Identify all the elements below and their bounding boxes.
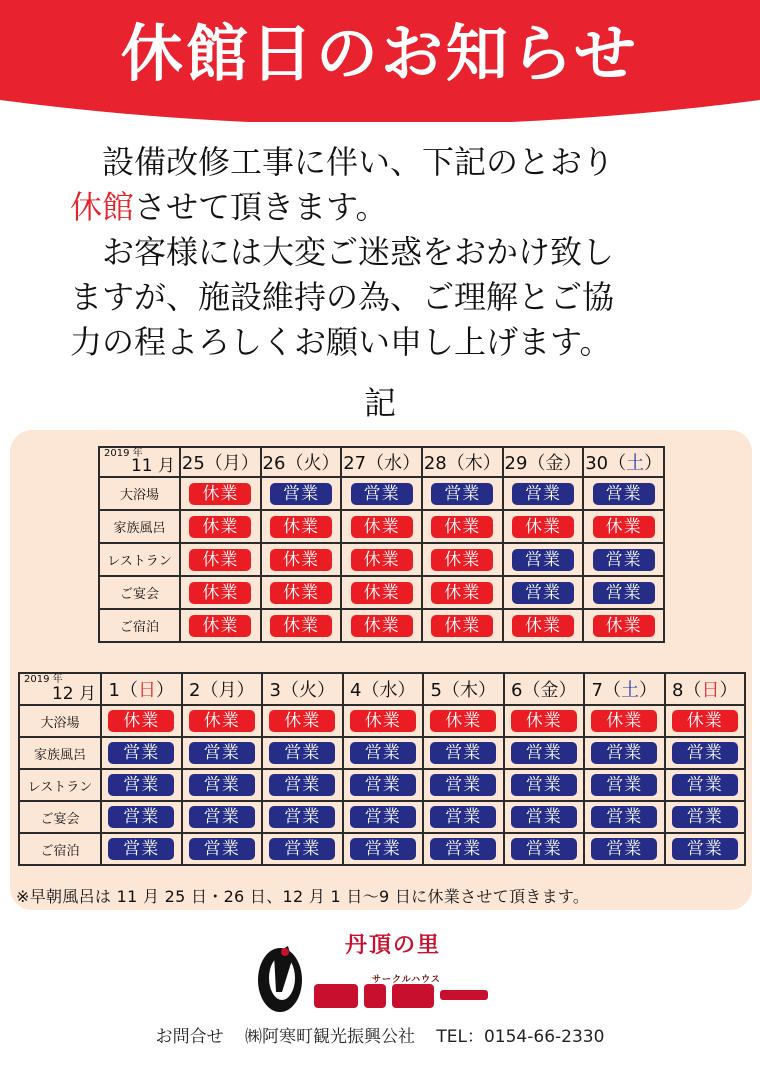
notice-line-5: 力の程よろしくお願い申し上げます。	[70, 323, 612, 361]
closed-badge: 休業	[189, 483, 251, 505]
closed-badge: 休業	[431, 516, 493, 538]
closed-badge: 休業	[189, 615, 251, 637]
status-cell	[423, 801, 504, 833]
open-badge: 営業	[269, 742, 335, 764]
status-cell	[422, 510, 503, 543]
status-cell	[341, 576, 422, 609]
open-badge: 営業	[351, 483, 413, 505]
day-number: 28	[423, 453, 447, 474]
status-cell	[101, 801, 182, 833]
day-number: 30	[585, 453, 609, 474]
status-cell	[422, 543, 503, 576]
facility-row	[99, 609, 664, 642]
status-cell	[343, 833, 424, 865]
closed-badge: 休業	[512, 516, 574, 538]
closed-badge: 休業	[351, 549, 413, 571]
open-badge: 営業	[511, 742, 577, 764]
day-number: 26	[262, 453, 286, 474]
notice-line-4: ますが、施設維持の為、ご理解とご協	[70, 278, 615, 316]
month-cell	[19, 673, 101, 705]
page-title: 休館日のお知らせ	[120, 17, 640, 90]
facility-label: 大浴場	[19, 705, 101, 737]
day-header: 28（木）	[422, 447, 503, 477]
closed-badge: 休業	[431, 549, 493, 571]
day-header: 25（月）	[180, 447, 261, 477]
day-number: 5	[430, 680, 442, 701]
status-cell	[422, 477, 503, 510]
closed-badge: 休業	[189, 516, 251, 538]
status-cell	[261, 543, 342, 576]
status-cell	[261, 609, 342, 642]
closed-badge: 休業	[270, 615, 332, 637]
day-number: 4	[350, 680, 362, 701]
status-cell	[262, 801, 343, 833]
day-number: 25	[181, 453, 205, 474]
status-cell	[101, 769, 182, 801]
weekday-label: 土	[620, 680, 639, 701]
status-cell	[422, 576, 503, 609]
status-cell	[341, 609, 422, 642]
closed-badge: 休業	[189, 710, 255, 732]
month-label: 11 月	[130, 456, 175, 476]
closed-badge: 休業	[511, 710, 577, 732]
day-number: 7	[591, 680, 603, 701]
open-badge: 営業	[108, 774, 174, 796]
status-cell	[504, 769, 585, 801]
contact-line	[0, 1022, 760, 1047]
weekday-label: 木	[459, 680, 478, 701]
status-cell	[503, 543, 584, 576]
status-cell	[261, 477, 342, 510]
status-cell	[261, 576, 342, 609]
closed-badge: 休業	[430, 710, 496, 732]
status-cell	[504, 705, 585, 737]
closed-badge: 休業	[593, 615, 655, 637]
ki-heading: 記	[363, 384, 396, 422]
open-badge: 営業	[269, 774, 335, 796]
status-cell	[341, 510, 422, 543]
open-badge: 営業	[591, 838, 657, 860]
weekday-label: 木	[464, 453, 483, 474]
status-cell	[423, 705, 504, 737]
status-cell	[504, 833, 585, 865]
november-schedule-table	[98, 446, 665, 643]
weekday-label: 水	[379, 680, 398, 701]
day-number: 3	[269, 680, 281, 701]
open-badge: 営業	[593, 549, 655, 571]
status-cell	[503, 576, 584, 609]
weekday-label: 月	[222, 453, 241, 474]
facility-label: 家族風呂	[19, 737, 101, 769]
status-cell	[180, 609, 261, 642]
status-cell	[343, 801, 424, 833]
status-cell	[583, 477, 664, 510]
closed-badge: 休業	[269, 710, 335, 732]
status-cell	[343, 737, 424, 769]
day-header: 27（水）	[341, 447, 422, 477]
status-cell	[584, 769, 665, 801]
open-badge: 営業	[511, 806, 577, 828]
open-badge: 営業	[591, 742, 657, 764]
day-header: 7（土）	[584, 673, 665, 705]
open-badge: 営業	[672, 806, 738, 828]
status-cell	[262, 769, 343, 801]
open-badge: 営業	[430, 742, 496, 764]
status-cell	[343, 705, 424, 737]
notice-line-2-rest: させて頂きます。	[134, 188, 388, 226]
contact-label: お問合せ	[155, 1027, 224, 1047]
facility-label: ご宿泊	[19, 833, 101, 865]
open-badge: 営業	[430, 774, 496, 796]
open-badge: 営業	[672, 838, 738, 860]
day-header: 30（土）	[583, 447, 664, 477]
status-cell	[341, 477, 422, 510]
status-cell	[584, 737, 665, 769]
status-cell	[665, 769, 746, 801]
open-badge: 営業	[593, 582, 655, 604]
contact-tel: TEL：0154-66-2330	[436, 1027, 605, 1047]
facility-row	[99, 543, 664, 576]
closed-badge: 休業	[672, 710, 738, 732]
closed-badge: 休業	[593, 516, 655, 538]
facility-row	[99, 510, 664, 543]
open-badge: 営業	[189, 806, 255, 828]
day-header: 4（水）	[343, 673, 424, 705]
facility-row	[99, 576, 664, 609]
logo-top-text: 丹頂の里	[345, 932, 442, 958]
weekday-label: 日	[701, 680, 720, 701]
status-cell	[503, 510, 584, 543]
weekday-label: 火	[303, 453, 322, 474]
day-header: 29（金）	[503, 447, 584, 477]
notice-text	[70, 140, 710, 365]
day-header: 8（日）	[665, 673, 746, 705]
open-badge: 営業	[511, 838, 577, 860]
closed-badge: 休業	[431, 582, 493, 604]
notice-line-1: 設備改修工事に伴い、下記のとおり	[102, 143, 615, 181]
facility-row	[19, 769, 745, 801]
month-label: 12 月	[51, 684, 96, 704]
weekday-label: 水	[384, 453, 403, 474]
title-banner	[0, 0, 760, 122]
status-cell	[180, 510, 261, 543]
contact-org: ㈱阿寒町観光振興公社	[244, 1027, 415, 1047]
open-badge: 営業	[431, 483, 493, 505]
open-badge: 営業	[269, 806, 335, 828]
open-badge: 営業	[512, 582, 574, 604]
status-cell	[101, 833, 182, 865]
open-badge: 営業	[591, 774, 657, 796]
closed-badge: 休業	[189, 582, 251, 604]
status-cell	[343, 769, 424, 801]
day-number: 8	[672, 680, 684, 701]
crane-head-icon	[258, 946, 302, 1012]
day-number: 27	[343, 453, 367, 474]
status-cell	[182, 705, 263, 737]
logo-main-text	[314, 984, 488, 1008]
facility-label: ご宴会	[19, 801, 101, 833]
status-cell	[180, 576, 261, 609]
status-cell	[583, 543, 664, 576]
status-cell	[583, 609, 664, 642]
status-cell	[665, 737, 746, 769]
header-row	[19, 673, 745, 705]
facility-label: 大浴場	[99, 477, 180, 510]
closed-badge: 休業	[351, 582, 413, 604]
status-cell	[584, 833, 665, 865]
closed-badge: 休業	[512, 615, 574, 637]
day-header: 1（日）	[101, 673, 182, 705]
notice-line-3: お客様には大変ご迷惑をおかけ致し	[102, 233, 615, 271]
facility-label: レストラン	[99, 543, 180, 576]
status-cell	[182, 769, 263, 801]
open-badge: 営業	[108, 742, 174, 764]
open-badge: 営業	[511, 774, 577, 796]
day-number: 1	[108, 680, 120, 701]
weekday-label: 金	[540, 680, 559, 701]
status-cell	[583, 510, 664, 543]
status-cell	[262, 705, 343, 737]
closure-highlight: 休館	[70, 188, 135, 226]
facility-label: レストラン	[19, 769, 101, 801]
status-cell	[261, 510, 342, 543]
december-schedule-table	[18, 672, 746, 866]
status-cell	[262, 833, 343, 865]
closed-badge: 休業	[189, 549, 251, 571]
notice-line-2	[70, 185, 710, 230]
status-cell	[423, 737, 504, 769]
closed-badge: 休業	[108, 710, 174, 732]
closed-badge: 休業	[431, 615, 493, 637]
open-badge: 営業	[591, 806, 657, 828]
status-cell	[583, 576, 664, 609]
facility-row	[19, 705, 745, 737]
open-badge: 営業	[430, 806, 496, 828]
day-header: 26（火）	[261, 447, 342, 477]
status-cell	[341, 543, 422, 576]
facility-row	[19, 833, 745, 865]
closed-badge: 休業	[270, 549, 332, 571]
header-row	[99, 447, 664, 477]
open-badge: 営業	[672, 742, 738, 764]
facility-label: 家族風呂	[99, 510, 180, 543]
facility-label: ご宿泊	[99, 609, 180, 642]
day-number: 6	[511, 680, 523, 701]
open-badge: 営業	[593, 483, 655, 505]
closed-badge: 休業	[591, 710, 657, 732]
year-label: 2019 年	[24, 674, 63, 685]
open-badge: 営業	[189, 742, 255, 764]
day-header: 5（木）	[423, 673, 504, 705]
status-cell	[665, 801, 746, 833]
open-badge: 営業	[108, 838, 174, 860]
status-cell	[422, 609, 503, 642]
open-badge: 営業	[512, 549, 574, 571]
open-badge: 営業	[430, 838, 496, 860]
status-cell	[182, 801, 263, 833]
closed-badge: 休業	[270, 582, 332, 604]
open-badge: 営業	[350, 742, 416, 764]
open-badge: 営業	[350, 838, 416, 860]
closed-badge: 休業	[351, 516, 413, 538]
open-badge: 営業	[189, 838, 255, 860]
status-cell	[262, 737, 343, 769]
status-cell	[101, 737, 182, 769]
open-badge: 営業	[350, 774, 416, 796]
day-header: 2（月）	[182, 673, 263, 705]
open-badge: 営業	[269, 838, 335, 860]
year-label: 2019 年	[104, 448, 143, 459]
closed-badge: 休業	[350, 710, 416, 732]
status-cell	[503, 609, 584, 642]
open-badge: 営業	[270, 483, 332, 505]
facility-row	[19, 801, 745, 833]
open-badge: 営業	[108, 806, 174, 828]
status-cell	[182, 833, 263, 865]
open-badge: 営業	[189, 774, 255, 796]
status-cell	[504, 801, 585, 833]
open-badge: 営業	[512, 483, 574, 505]
status-cell	[665, 833, 746, 865]
open-badge: 営業	[672, 774, 738, 796]
weekday-label: 日	[137, 680, 156, 701]
day-header: 6（金）	[504, 673, 585, 705]
facility-label: ご宴会	[99, 576, 180, 609]
status-cell	[180, 543, 261, 576]
status-cell	[584, 801, 665, 833]
status-cell	[423, 833, 504, 865]
day-header: 3（火）	[262, 673, 343, 705]
logo-sub-text: サークルハウス	[372, 975, 441, 985]
status-cell	[665, 705, 746, 737]
closed-badge: 休業	[351, 615, 413, 637]
facility-row	[99, 477, 664, 510]
status-cell	[503, 477, 584, 510]
weekday-label: 金	[545, 453, 564, 474]
status-cell	[504, 737, 585, 769]
status-cell	[584, 705, 665, 737]
status-cell	[182, 737, 263, 769]
day-number: 2	[189, 680, 201, 701]
weekday-label: 土	[626, 453, 645, 474]
weekday-label: 火	[298, 680, 317, 701]
status-cell	[180, 477, 261, 510]
facility-row	[19, 737, 745, 769]
weekday-label: 月	[218, 680, 237, 701]
status-cell	[423, 769, 504, 801]
day-number: 29	[504, 453, 528, 474]
month-cell	[99, 447, 180, 477]
open-badge: 営業	[350, 806, 416, 828]
footnote: ※早朝風呂は 11 月 25 日・26 日、12 月 1 日～9 日に休業させて頂きます。	[16, 887, 590, 906]
status-cell	[101, 705, 182, 737]
closed-badge: 休業	[270, 516, 332, 538]
